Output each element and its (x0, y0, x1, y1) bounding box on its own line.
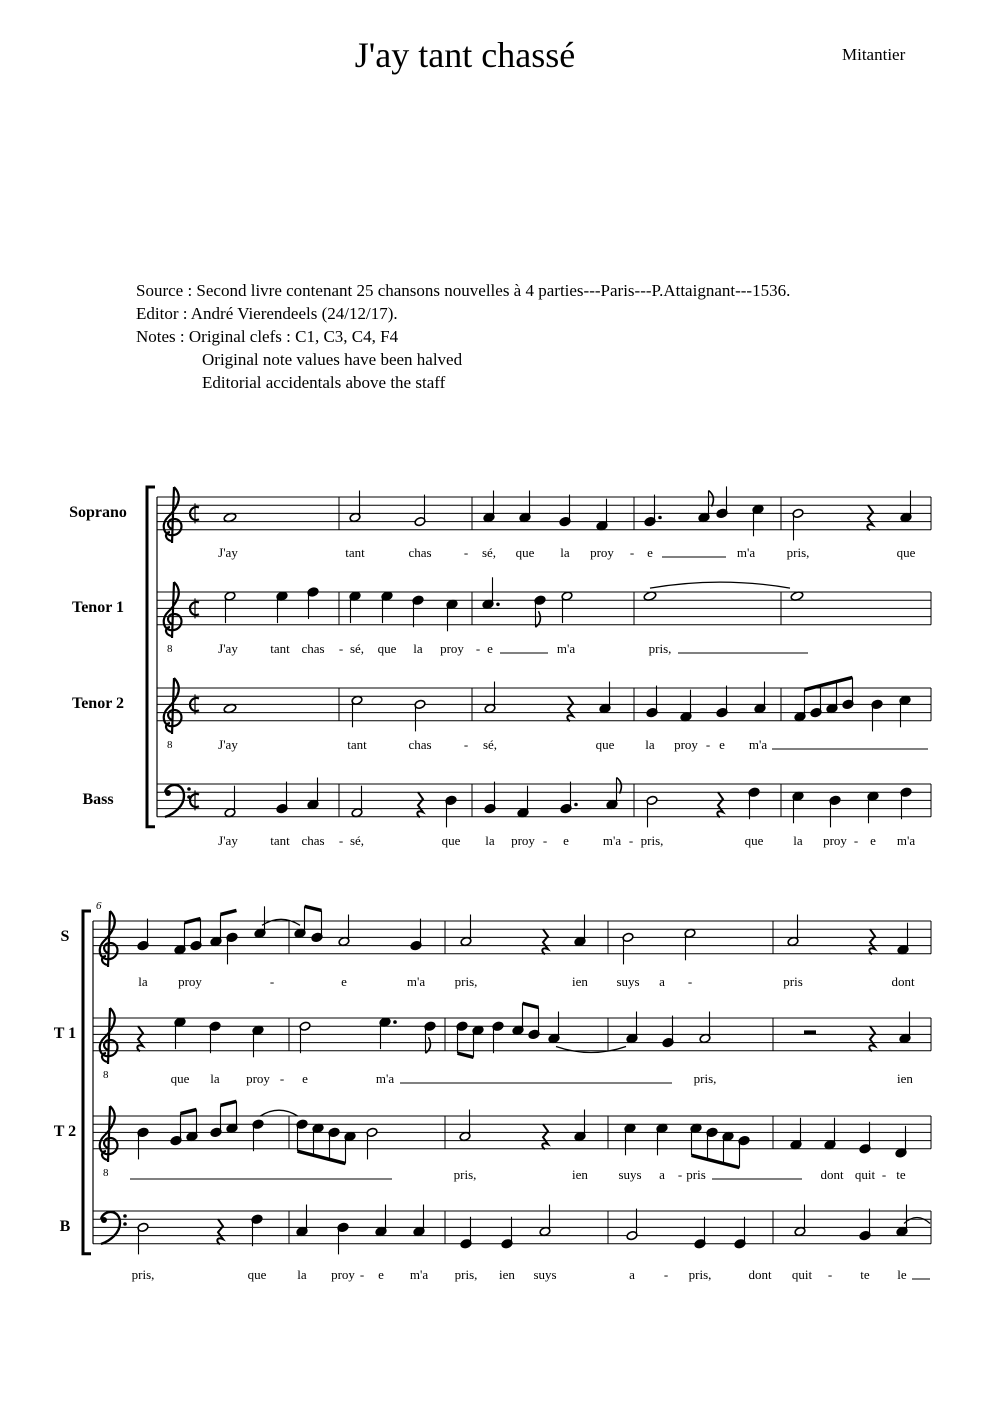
lyric-syllable: e (302, 1071, 308, 1086)
lyric-syllable: te (896, 1167, 906, 1182)
lyric-syllable: chas (301, 641, 325, 656)
quarter-rest-icon (217, 1219, 223, 1244)
note-quarter (483, 491, 495, 523)
lyric-syllable: - (269, 974, 275, 989)
note-quarter (548, 1012, 560, 1044)
note-half (338, 915, 350, 947)
tie (262, 919, 300, 925)
staff-label: Tenor 2 (71, 695, 125, 712)
note-quarter (559, 495, 571, 527)
note-quarter (646, 686, 658, 718)
tie (260, 1110, 298, 1116)
lyric-syllable: e (378, 1267, 384, 1282)
tie (904, 1218, 930, 1224)
half-rest-icon (804, 1030, 816, 1034)
note-quarter (252, 1025, 264, 1057)
note-eighth (456, 1021, 468, 1053)
lyric-syllable: suys (618, 1167, 642, 1182)
note-eighth (722, 1131, 734, 1163)
note-half (561, 591, 573, 623)
note-quarter (349, 591, 361, 623)
bass-clef-dot (165, 790, 171, 796)
note-quarter (748, 787, 760, 819)
note-quarter (867, 791, 879, 823)
lyric-syllable: e (719, 737, 725, 752)
octave-eight-icon: 8 (167, 739, 173, 751)
note-eighth (312, 1123, 324, 1155)
staff-label: T 2 (53, 1123, 77, 1140)
note-quarter (413, 1205, 425, 1237)
composer-name: Mitantier (842, 45, 906, 64)
lyric-syllable: - (853, 833, 859, 848)
lyric-syllable: proy (674, 737, 698, 752)
note-quarter (792, 791, 804, 823)
quarter-rest-icon (869, 1026, 875, 1051)
note-eighth (512, 1003, 524, 1035)
lyric-syllable: - (338, 833, 344, 848)
notes-line: Notes : Original clefs : C1, C3, C4, F4 (136, 327, 399, 346)
note-quarter (752, 504, 764, 536)
lyric-syllable: - (677, 1167, 683, 1182)
lyric-syllable: la (138, 974, 148, 989)
beam (458, 1053, 474, 1057)
lyric-syllable: m'a (406, 974, 426, 989)
source-line: Source : Second livre contenant 25 chansons nouvelles à 4 parties---Paris---P.Attaignant---1536. (136, 281, 791, 300)
note-eighth (210, 915, 222, 947)
beam (298, 1151, 346, 1163)
lyric-syllable: la (210, 1071, 220, 1086)
note-eighth (528, 1007, 540, 1039)
augmentation-dot (496, 603, 500, 607)
note-half (539, 1205, 551, 1237)
note-half (366, 1127, 378, 1159)
note-eighth (344, 1131, 356, 1163)
lyric-syllable: - (687, 974, 693, 989)
treble-clef-icon (164, 487, 182, 543)
note-eighth (226, 932, 238, 964)
lyric-syllable: pris, (454, 1267, 478, 1282)
note-quarter (896, 1205, 908, 1237)
note-eighth (606, 778, 618, 810)
note-half (646, 795, 658, 827)
staff-label: Bass (82, 791, 114, 808)
lyric-syllable: suys (533, 1267, 557, 1282)
beam (692, 1155, 740, 1167)
lyric-syllable: que (744, 833, 764, 848)
lyric-syllable: e (487, 641, 493, 656)
piece-title: J'ay tant chassé (354, 35, 576, 75)
bass-clef-dot (187, 787, 191, 791)
octave-eight-icon: 8 (103, 1069, 109, 1081)
staff-lines (157, 497, 931, 530)
lyric-syllable: que (441, 833, 461, 848)
augmentation-dot (393, 1020, 397, 1024)
lyric-syllable: sé, (481, 545, 497, 560)
note-half (351, 695, 363, 727)
lyric-syllable: - (338, 641, 344, 656)
bass-clef-dot (123, 1222, 127, 1226)
lyric-syllable: proy (823, 833, 847, 848)
lyric-syllable: quit (791, 1267, 813, 1282)
lyric-syllable: J'ay (218, 641, 238, 656)
note-quarter (790, 1118, 802, 1150)
lyric-syllable: - (542, 833, 548, 848)
lyric-syllable: m'a (602, 833, 622, 848)
note-half (626, 1209, 638, 1241)
note-eighth (810, 686, 822, 718)
note-half (459, 1110, 471, 1142)
note-quarter (859, 1209, 871, 1241)
note-quarter (626, 1012, 638, 1044)
note-quarter (251, 1214, 263, 1246)
lyric-syllable: proy (331, 1267, 355, 1282)
note-values-line: Original note values have been halved (202, 350, 463, 369)
lyric-syllable: pris, (688, 1267, 712, 1282)
note-quarter (379, 1017, 391, 1049)
lyric-syllable: la (560, 545, 570, 560)
note-quarter (599, 682, 611, 714)
lyric-syllable: ien (499, 1267, 515, 1282)
quarter-rest-icon (867, 505, 873, 530)
note-quarter (694, 1217, 706, 1249)
beam (185, 919, 201, 923)
lyric-syllable: chas (408, 545, 432, 560)
beam (523, 1003, 539, 1007)
lyric-syllable: proy (246, 1071, 270, 1086)
note-half (684, 928, 696, 960)
note-quarter (337, 1222, 349, 1254)
beam (305, 906, 322, 910)
lyric-syllable: pris, (786, 545, 810, 560)
lyric-syllable: proy (440, 641, 464, 656)
lyric-syllable: sé, (349, 833, 365, 848)
note-half (792, 508, 804, 540)
note-half (787, 915, 799, 947)
note-quarter (501, 1217, 513, 1249)
lyric-syllable: m'a (556, 641, 576, 656)
lyric-syllable: ien (572, 1167, 588, 1182)
lyric-syllable: - (629, 545, 635, 560)
bass-clef-icon (165, 785, 184, 817)
note-half (794, 1205, 806, 1237)
lyric-syllable: proy (178, 974, 202, 989)
lyric-syllable: la (793, 833, 803, 848)
note-half (622, 932, 634, 964)
lyric-syllable: chas (408, 737, 432, 752)
quarter-rest-icon (542, 1124, 548, 1149)
note-quarter (859, 1122, 871, 1154)
lyric-syllable: - (663, 1267, 669, 1282)
note-half (460, 915, 472, 947)
note-eighth (170, 1114, 182, 1146)
note-half (414, 699, 426, 731)
note-quarter (680, 690, 692, 722)
note-quarter (296, 1205, 308, 1237)
lyric-syllable: que (515, 545, 535, 560)
note-quarter (517, 786, 529, 818)
note-half (224, 786, 236, 818)
note-quarter (252, 1119, 264, 1151)
lyric-syllable: la (413, 641, 423, 656)
lyric-syllable: tant (345, 545, 365, 560)
note-eighth (472, 1025, 484, 1057)
lyric-syllable: m'a (736, 545, 756, 560)
lyric-syllable: m'a (375, 1071, 395, 1086)
note-half (484, 682, 496, 714)
tie (650, 582, 790, 588)
note-quarter (492, 1021, 504, 1053)
note-quarter (484, 782, 496, 814)
staff-label: T 1 (53, 1025, 77, 1042)
treble-clef-icon (164, 582, 182, 638)
note-quarter (174, 1017, 186, 1049)
note-quarter (900, 491, 912, 523)
note-eighth (296, 1119, 308, 1151)
lyric-syllable: e (647, 545, 653, 560)
note-quarter (716, 686, 728, 718)
lyric-syllable: que (896, 545, 916, 560)
quarter-rest-icon (137, 1026, 143, 1051)
augmentation-dot (574, 803, 578, 807)
lyric-syllable: sé, (349, 641, 365, 656)
lyric-syllable: a (659, 1167, 665, 1182)
note-quarter (900, 787, 912, 819)
lyric-syllable: a (629, 1267, 635, 1282)
note-quarter (482, 577, 494, 609)
beam (221, 910, 237, 914)
lyric-syllable: m'a (409, 1267, 429, 1282)
lyric-syllable: te (860, 1267, 870, 1282)
lyric-syllable: pris, (131, 1267, 155, 1282)
tie (556, 1047, 626, 1053)
note-quarter (519, 491, 531, 523)
lyric-syllable: J'ay (218, 833, 238, 848)
measure-number: 6 (96, 900, 102, 912)
lyric-syllable: - (463, 737, 469, 752)
lyric-syllable: m'a (896, 833, 916, 848)
staff-lines (157, 784, 931, 817)
note-quarter (596, 499, 608, 531)
lyric-syllable: pris, (693, 1071, 717, 1086)
note-half (137, 1222, 149, 1254)
lyric-syllable: pris, (640, 833, 664, 848)
note-quarter (209, 1021, 221, 1053)
flag (617, 778, 622, 794)
lyric-syllable: la (485, 833, 495, 848)
lyric-syllable: e (563, 833, 569, 848)
treble-clef-icon (100, 1106, 118, 1162)
note-half (349, 491, 361, 523)
note-eighth (226, 1101, 238, 1133)
note-quarter (644, 495, 656, 527)
lyric-syllable: que (377, 641, 397, 656)
note-eighth (698, 491, 710, 523)
lyric-syllable: pris (686, 1167, 706, 1182)
lyric-syllable: tant (270, 833, 290, 848)
lyric-syllable: proy (590, 545, 614, 560)
lyric-syllable: dont (891, 974, 915, 989)
lyric-syllable: e (341, 974, 347, 989)
note-half (351, 786, 363, 818)
note-quarter (560, 782, 572, 814)
note-quarter (624, 1123, 636, 1155)
lyric-syllable: le (897, 1267, 907, 1282)
lyric-syllable: J'ay (218, 545, 238, 560)
quarter-rest-icon (869, 929, 875, 954)
note-quarter (375, 1205, 387, 1237)
note-quarter (574, 915, 586, 947)
note-eighth (311, 910, 323, 942)
quarter-rest-icon (567, 696, 573, 721)
lyric-syllable: tant (347, 737, 367, 752)
note-eighth (826, 682, 838, 714)
lyric-syllable: - (475, 641, 481, 656)
note-quarter (662, 1016, 674, 1048)
beam (181, 1110, 197, 1114)
note-quarter (899, 1012, 911, 1044)
lyric-syllable: chas (301, 833, 325, 848)
lyric-syllable: sé, (482, 737, 498, 752)
note-half (414, 495, 426, 527)
note-eighth (174, 923, 186, 955)
lyric-syllable: - (628, 833, 634, 848)
note-quarter (137, 1127, 149, 1159)
lyric-syllable: - (359, 1267, 365, 1282)
note-eighth (842, 677, 854, 709)
octave-eight-icon: 8 (167, 643, 173, 655)
lyric-syllable: suys (616, 974, 640, 989)
note-quarter (871, 699, 883, 731)
lyric-syllable: la (297, 1267, 307, 1282)
note-eighth (328, 1127, 340, 1159)
treble-clef-icon (164, 678, 182, 734)
lyric-syllable: J'ay (218, 737, 238, 752)
staff-label: B (59, 1218, 71, 1235)
lyric-syllable: tant (270, 641, 290, 656)
lyric-syllable: quit (854, 1167, 876, 1182)
lyric-syllable: - (279, 1071, 285, 1086)
lyric-syllable: pris, (454, 974, 478, 989)
note-quarter (445, 795, 457, 827)
note-eighth (738, 1136, 750, 1168)
note-quarter (446, 599, 458, 631)
note-quarter (829, 795, 841, 827)
quarter-rest-icon (717, 792, 723, 817)
note-half (699, 1012, 711, 1044)
note-quarter (716, 486, 728, 518)
note-quarter (899, 695, 911, 727)
accidentals-line: Editorial accidentals above the staff (202, 373, 446, 392)
lyric-syllable: a (659, 974, 665, 989)
note-eighth (186, 1110, 198, 1142)
note-half (299, 1021, 311, 1053)
note-quarter (824, 1118, 836, 1150)
note-eighth (690, 1123, 702, 1155)
lyric-syllable: pris, (648, 641, 672, 656)
note-quarter (307, 778, 319, 810)
lyric-syllable: ien (897, 1071, 913, 1086)
note-eighth (706, 1127, 718, 1159)
lyric-syllable: que (170, 1071, 190, 1086)
note-quarter (254, 906, 266, 938)
staff-label: Tenor 1 (71, 599, 125, 616)
note-quarter (307, 587, 319, 619)
treble-clef-icon (100, 911, 118, 967)
note-quarter (754, 682, 766, 714)
note-quarter (381, 591, 393, 623)
note-eighth (210, 1105, 222, 1137)
lyric-syllable: ien (572, 974, 588, 989)
bass-clef-dot (123, 1214, 127, 1218)
augmentation-dot (658, 516, 662, 520)
note-quarter (410, 919, 422, 951)
treble-clef-icon (100, 1008, 118, 1064)
lyric-syllable: - (705, 737, 711, 752)
system-bracket (83, 911, 91, 1254)
flag (709, 491, 714, 507)
note-quarter (574, 1110, 586, 1142)
note-eighth (794, 690, 806, 722)
quarter-rest-icon (542, 929, 548, 954)
note-quarter (460, 1217, 472, 1249)
note-quarter (656, 1123, 668, 1155)
lyric-syllable: pris (783, 974, 803, 989)
editor-line: Editor : André Vierendeels (24/12/17). (136, 304, 398, 323)
lyric-syllable: dont (820, 1167, 844, 1182)
lyric-syllable: - (881, 1167, 887, 1182)
staff-label: S (60, 928, 70, 945)
note-quarter (412, 595, 424, 627)
lyric-syllable: - (827, 1267, 833, 1282)
note-half (224, 591, 236, 623)
note-quarter (897, 923, 909, 955)
lyric-syllable: la (645, 737, 655, 752)
system-bracket (147, 487, 155, 827)
lyric-syllable: proy (511, 833, 535, 848)
lyric-syllable: que (595, 737, 615, 752)
lyric-syllable: - (463, 545, 469, 560)
quarter-rest-icon (417, 792, 423, 817)
lyric-syllable: dont (748, 1267, 772, 1282)
note-quarter (137, 919, 149, 951)
note-quarter (734, 1217, 746, 1249)
bass-clef-dot (101, 1217, 107, 1223)
lyric-syllable: pris, (453, 1167, 477, 1182)
bass-clef-icon (101, 1212, 120, 1244)
octave-eight-icon: 8 (103, 1167, 109, 1179)
note-eighth (190, 919, 202, 951)
lyric-syllable: que (247, 1267, 267, 1282)
note-quarter (895, 1126, 907, 1158)
beam (221, 1101, 237, 1105)
note-quarter (276, 591, 288, 623)
lyric-syllable: e (870, 833, 876, 848)
staff-label: Soprano (69, 504, 127, 521)
note-quarter (276, 782, 288, 814)
lyric-syllable: m'a (748, 737, 768, 752)
